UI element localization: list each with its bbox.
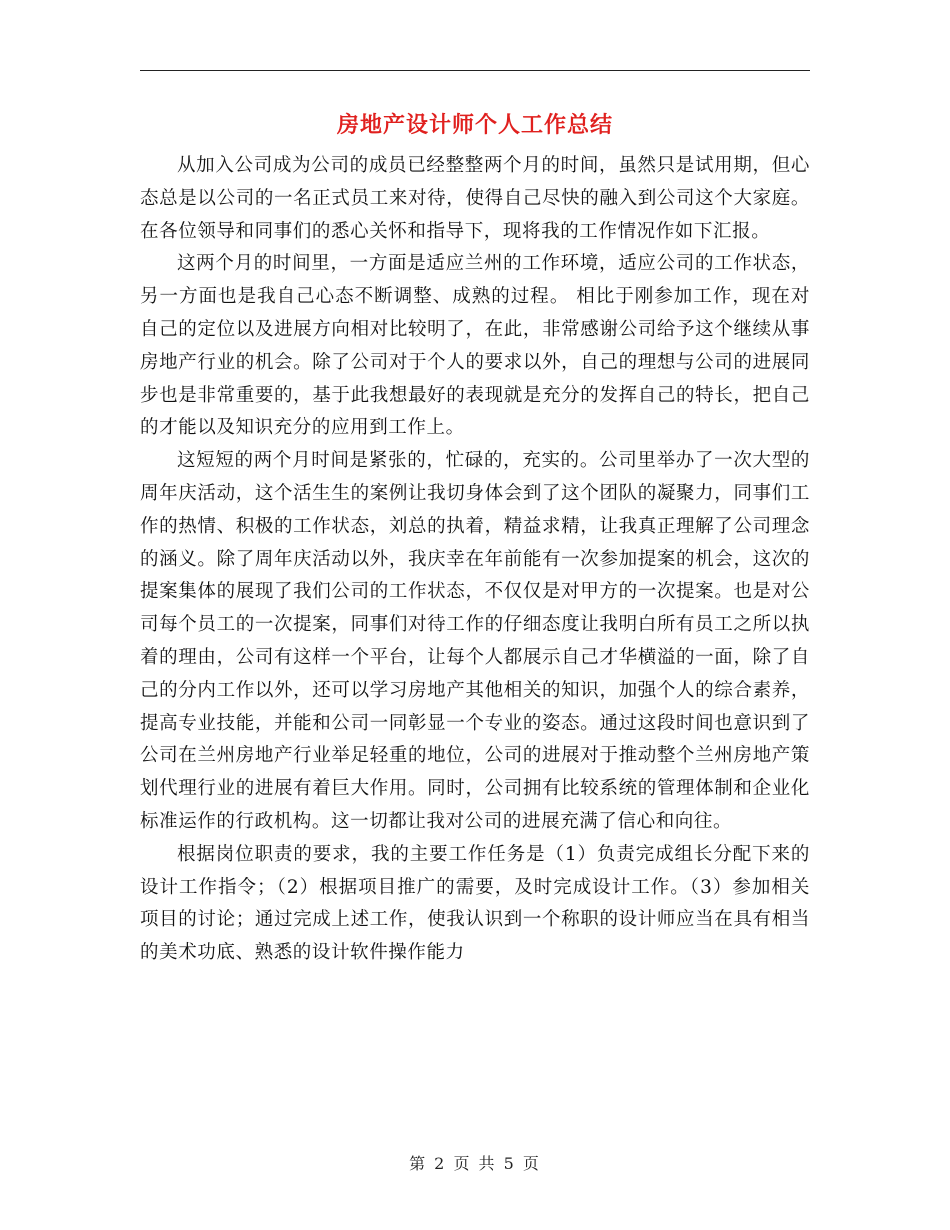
paragraph: 这短短的两个月时间是紧张的，忙碌的，充实的。公司里举办了一次大型的周年庆活动，这个活生生的案例让我切身体会到了这个团队的凝聚力，同事们工作的热情、积极的工作状态，刘总的执着，精益求精，让我真正理解了公司理念的涵义。除了周年庆活动以外，我庆幸在年前能有一次参加提案的机会，这次的提案集体的展现了我们公司的工作状态，不仅仅是对甲方的一次提案。也是对公司每个员工的一次提案，同事们对待工作的仔细态度让我明白所有员工之所以执着的理由，公司有这样一个平台，让每个人都展示自己才华横溢的一面，除了自己的分内工作以外，还可以学习房地产其他相关的知识，加强个人的综合素养，提高专业技能，并能和公司一同彰显一个专业的姿态。通过这段时间也意识到了公司在兰州房地产行业举足轻重的地位，公司的进展对于推动整个兰州房地产策划代理行业的进展有着巨大作用。同时，公司拥有比较系统的管理体制和企业化标准运作的行政机构。这一切都让我对公司的进展充满了信心和向往。 <box>140 450 810 832</box>
paragraph: 从加入公司成为公司的成员已经整整两个月的时间，虽然只是试用期，但心态总是以公司的一名正式员工来对待，使得自己尽快的融入到公司这个大家庭。在各位领导和同事们的悉心关怀和指导下，现将我的工作情况作如下汇报。 <box>140 155 810 242</box>
paragraph: 根据岗位职责的要求，我的主要工作任务是（1）负责完成组长分配下来的设计工作指令；（2）根据项目推广的需要，及时完成设计工作。（3）参加相关项目的讨论；通过完成上述工作，使我认识到一个称职的设计师应当在具有相当的美术功底、熟悉的设计软件操作能力 <box>140 843 810 964</box>
page-number-footer: 第 2 页 共 5 页 <box>409 1154 541 1173</box>
paragraph: 这两个月的时间里，一方面是适应兰州的工作环境，适应公司的工作状态，另一方面也是我自己心态不断调整、成熟的过程。 相比于刚参加工作，现在对自己的定位以及进展方向相对比较明了，在此，非常感谢公司给予这个继续从事房地产行业的机会。除了公司对于个人的要求以外，自己的理想与公司的进展同步也是非常重要的，基于此我想最好的表现就是充分的发挥自己的特长，把自己的才能以及知识充分的应用到工作上。 <box>140 253 810 439</box>
document-body <box>140 150 810 970</box>
header-rule <box>140 70 810 71</box>
page-title: 房地产设计师个人工作总结 <box>336 112 613 138</box>
